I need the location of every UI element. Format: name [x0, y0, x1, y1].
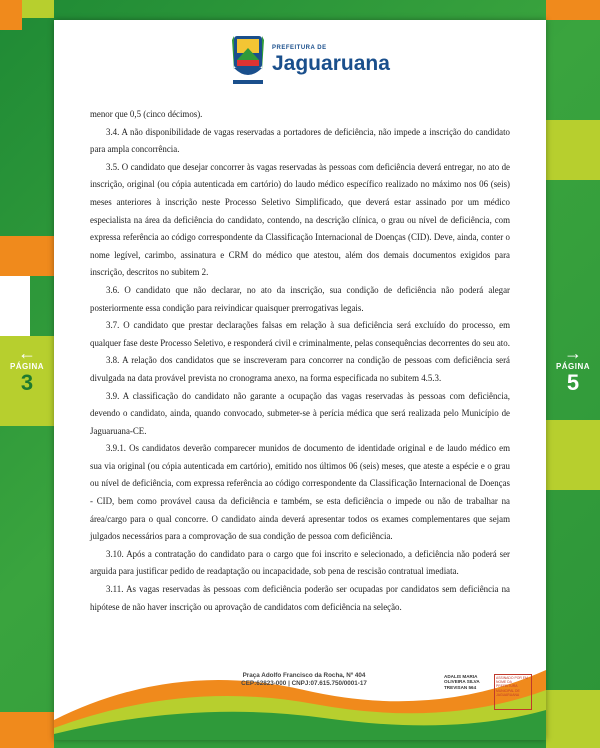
paragraph: 3.4. A não disponibilidade de vagas reservadas a portadores de deficiência, não impede a inscrição do candidato para ampla concorrência.: [90, 126, 510, 155]
prefeitura-label: PREFEITURA DE: [272, 45, 327, 51]
arrow-right-icon: →: [564, 343, 582, 363]
deco-block-orange-left: [0, 236, 54, 276]
deco-block-orange-bottom-left: [0, 712, 54, 748]
signature-stamp: ASSINADO POR EM NOME DA PREFEITURA MUNICIPAL DE JAGUARUANA: [494, 674, 532, 710]
next-page-number: 5: [566, 370, 580, 395]
page-header: [54, 20, 546, 108]
prev-page-button[interactable]: [2, 344, 52, 395]
next-page-label: PÁGINA: [555, 362, 591, 371]
paragraph: 3.11. As vagas reservadas às pessoas com deficiência poderão ser ocupadas por candidatos sem deficiência na hipótese de não haver inscrição ou aprovação de candidatos com deficiência na seleção.: [90, 584, 510, 612]
address-line: CEP:62823-000 | CNPJ:07.615.750/0001-17: [241, 680, 367, 687]
paragraph: 3.9.1. Os candidatos deverão comparecer munidos de documento de identidade original e de laudo médico em sua via original (ou cópia autenticada em cartório), emitido nos últimos 06 (seis) meses, que ateste a espécie e o grau ou nível de deficiência, com expressa referência ao código correspondente da Classificação Internacional de Doenças - CID, bem como provável causa da deficiência e também, se esta deficiência o impede ou não de trabalhar na área/cargo para o qual concorre. O candidato ainda deverá apresentar todos os exames complementares que sejam julgados necessários para a comprovação de sua condição de pessoa com deficiência.: [90, 443, 510, 542]
next-page-button[interactable]: [548, 344, 598, 395]
address-line: Praça Adolfo Francisco da Rocha, Nº 404: [242, 672, 366, 679]
paragraph: 3.10. Após a contratação do candidato para o cargo que foi inscrito e selecionado, a deficiência não poderá ser arguida para justificar pedido de readaptação ou incapacidade, sob pena de rescisão contratual imediata.: [90, 548, 510, 577]
deco-block-lime-top-left: [22, 0, 54, 18]
deco-block-orange-top-right: [546, 0, 600, 20]
arrow-left-icon: ←: [18, 343, 36, 363]
deco-block-lime-right-low: [546, 420, 600, 490]
document-body: [90, 106, 510, 616]
city-crest-icon: [230, 30, 266, 88]
deco-block-lime-bottom-right: [546, 690, 600, 748]
paragraph: 3.8. A relação dos candidatos que se inscreveram para concorrer na condição de pessoas com deficiência será divulgada na data provável prevista no cronograma anexo, na forma especificada no subitem 4.5.3.: [90, 355, 510, 383]
paragraph: menor que 0,5 (cinco décimos).: [90, 109, 203, 119]
footer-address: [204, 672, 404, 688]
city-name: Jaguaruana: [272, 52, 390, 75]
document-page: [54, 20, 546, 740]
deco-block-orange-top-left: [0, 0, 22, 30]
city-logo: [230, 30, 390, 102]
prev-page-label: PÁGINA: [9, 362, 45, 371]
paragraph: 3.9. A classificação do candidato não garante a ocupação das vagas reservadas às pessoas com deficiência, devendo o candidato, ainda, quando convocado, submeter-se à perícia médica que será realizada pelo Município de Jaguaruana-CE.: [90, 390, 510, 436]
paragraph: 3.6. O candidato que não declarar, no ato da inscrição, sua condição de deficiência não poderá alegar posteriormente essa condição para reivindicar quaisquer prerrogativas legais.: [90, 284, 510, 313]
paragraph: 3.5. O candidato que desejar concorrer às vagas reservadas às pessoas com deficiência deverá entregar, no ato de inscrição, original (ou cópia autenticada em cartório) do laudo médico específico realizado no máximo nos 06 (seis) meses anteriores à inscrição neste Processo Seletivo Simplificado, que deverá estar assinado por um médico especialista na área da deficiência do candidato, contendo, na descrição clínica, o grau ou nível de deficiência, com expressa referência ao código correspondente da Classificação Internacional de Doenças (CID). Deve, ainda, conter o nome legível, carimbo, assinatura e CRM do médico que atestou, além dos demais documentos exigidos para inscrição, descritos no subitem 2.: [90, 161, 510, 278]
digital-signature: ADALIS MARIA OLIVEIRA SILVA TREVISAN 564: [444, 674, 480, 690]
paragraph: 3.7. O candidato que prestar declarações falsas em relação à sua deficiência será excluído do processo, em qualquer fase deste Processo Seletivo, e responderá civil e criminalmente, pelas consequências decorrentes do seu ato.: [90, 320, 510, 348]
deco-block-white-left: [0, 276, 30, 336]
prev-page-number: 3: [20, 370, 34, 395]
deco-block-lime-right: [546, 120, 600, 180]
